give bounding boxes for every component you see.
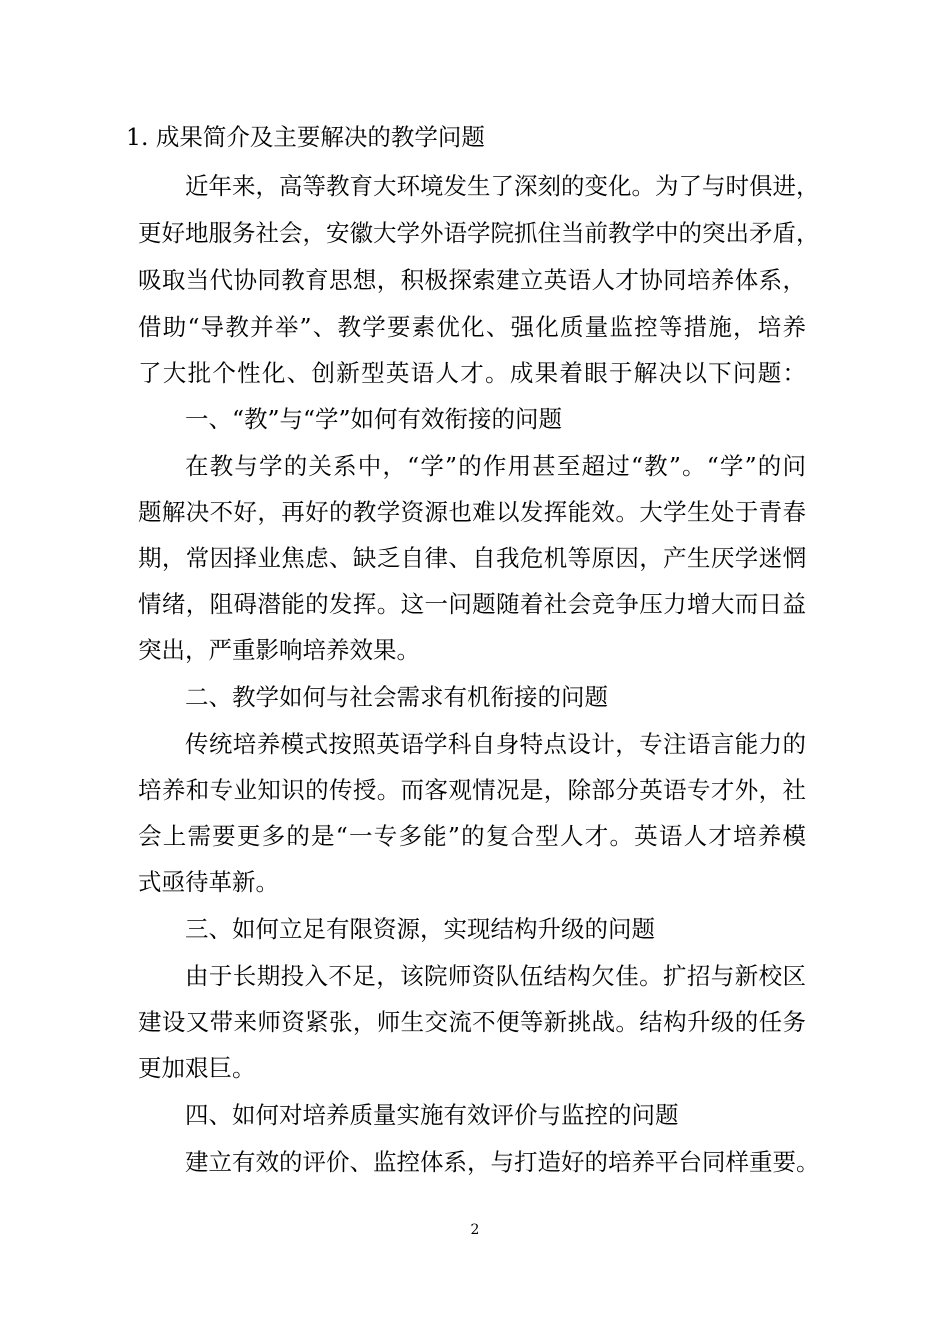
page-number: 2 <box>470 1222 480 1238</box>
section-heading: 1. 成果简介及主要解决的教学问题 <box>126 123 485 151</box>
section-title: 二、教学如何与社会需求有机衔接的问题 <box>185 683 608 711</box>
paragraph-line: 会上需要更多的是“一专多能”的复合型人才。英语人才培养模 <box>138 822 806 850</box>
paragraph-line: 传统培养模式按照英语学科自身特点设计，专注语言能力的 <box>185 730 806 758</box>
section-title: 三、如何立足有限资源，实现结构升级的问题 <box>185 915 655 943</box>
paragraph-line: 培养和专业知识的传授。而客观情况是，除部分英语专才外，社 <box>138 776 806 804</box>
paragraph-line: 了大批个性化、创新型英语人才。成果着眼于解决以下问题： <box>138 359 806 387</box>
section-title: 一、“教”与“学”如何有效衔接的问题 <box>185 405 563 433</box>
section-title: 四、如何对培养质量实施有效评价与监控的问题 <box>185 1101 679 1129</box>
paragraph-line: 建设又带来师资紧张，师生交流不便等新挑战。结构升级的任务 <box>138 1008 806 1036</box>
paragraph-line: 建立有效的评价、监控体系，与打造好的培养平台同样重要。 <box>185 1148 820 1176</box>
paragraph-line: 借助“导教并举”、教学要素优化、强化质量监控等措施，培养 <box>138 313 806 341</box>
paragraph-line: 更加艰巨。 <box>138 1054 256 1082</box>
paragraph-line: 题解决不好，再好的教学资源也难以发挥能效。大学生处于青春 <box>138 498 806 526</box>
paragraph-line: 式亟待革新。 <box>138 868 279 896</box>
paragraph-line: 由于长期投入不足，该院师资队伍结构欠佳。扩招与新校区 <box>185 962 806 990</box>
paragraph-line: 期，常因择业焦虑、缺乏自律、自我危机等原因，产生厌学迷惘 <box>138 544 806 572</box>
paragraph-line: 突出，严重影响培养效果。 <box>138 636 420 664</box>
paragraph-line: 在教与学的关系中，“学”的作用甚至超过“教”。“学”的问 <box>185 452 806 480</box>
paragraph-line: 情绪，阻碍潜能的发挥。这一问题随着社会竞争压力增大而日益 <box>138 590 806 618</box>
paragraph-line: 近年来，高等教育大环境发生了深刻的变化。为了与时俱进， <box>185 172 820 200</box>
paragraph-line: 吸取当代协同教育思想，积极探索建立英语人才协同培养体系， <box>138 266 806 294</box>
paragraph-line: 更好地服务社会，安徽大学外语学院抓住当前教学中的突出矛盾， <box>138 219 820 247</box>
